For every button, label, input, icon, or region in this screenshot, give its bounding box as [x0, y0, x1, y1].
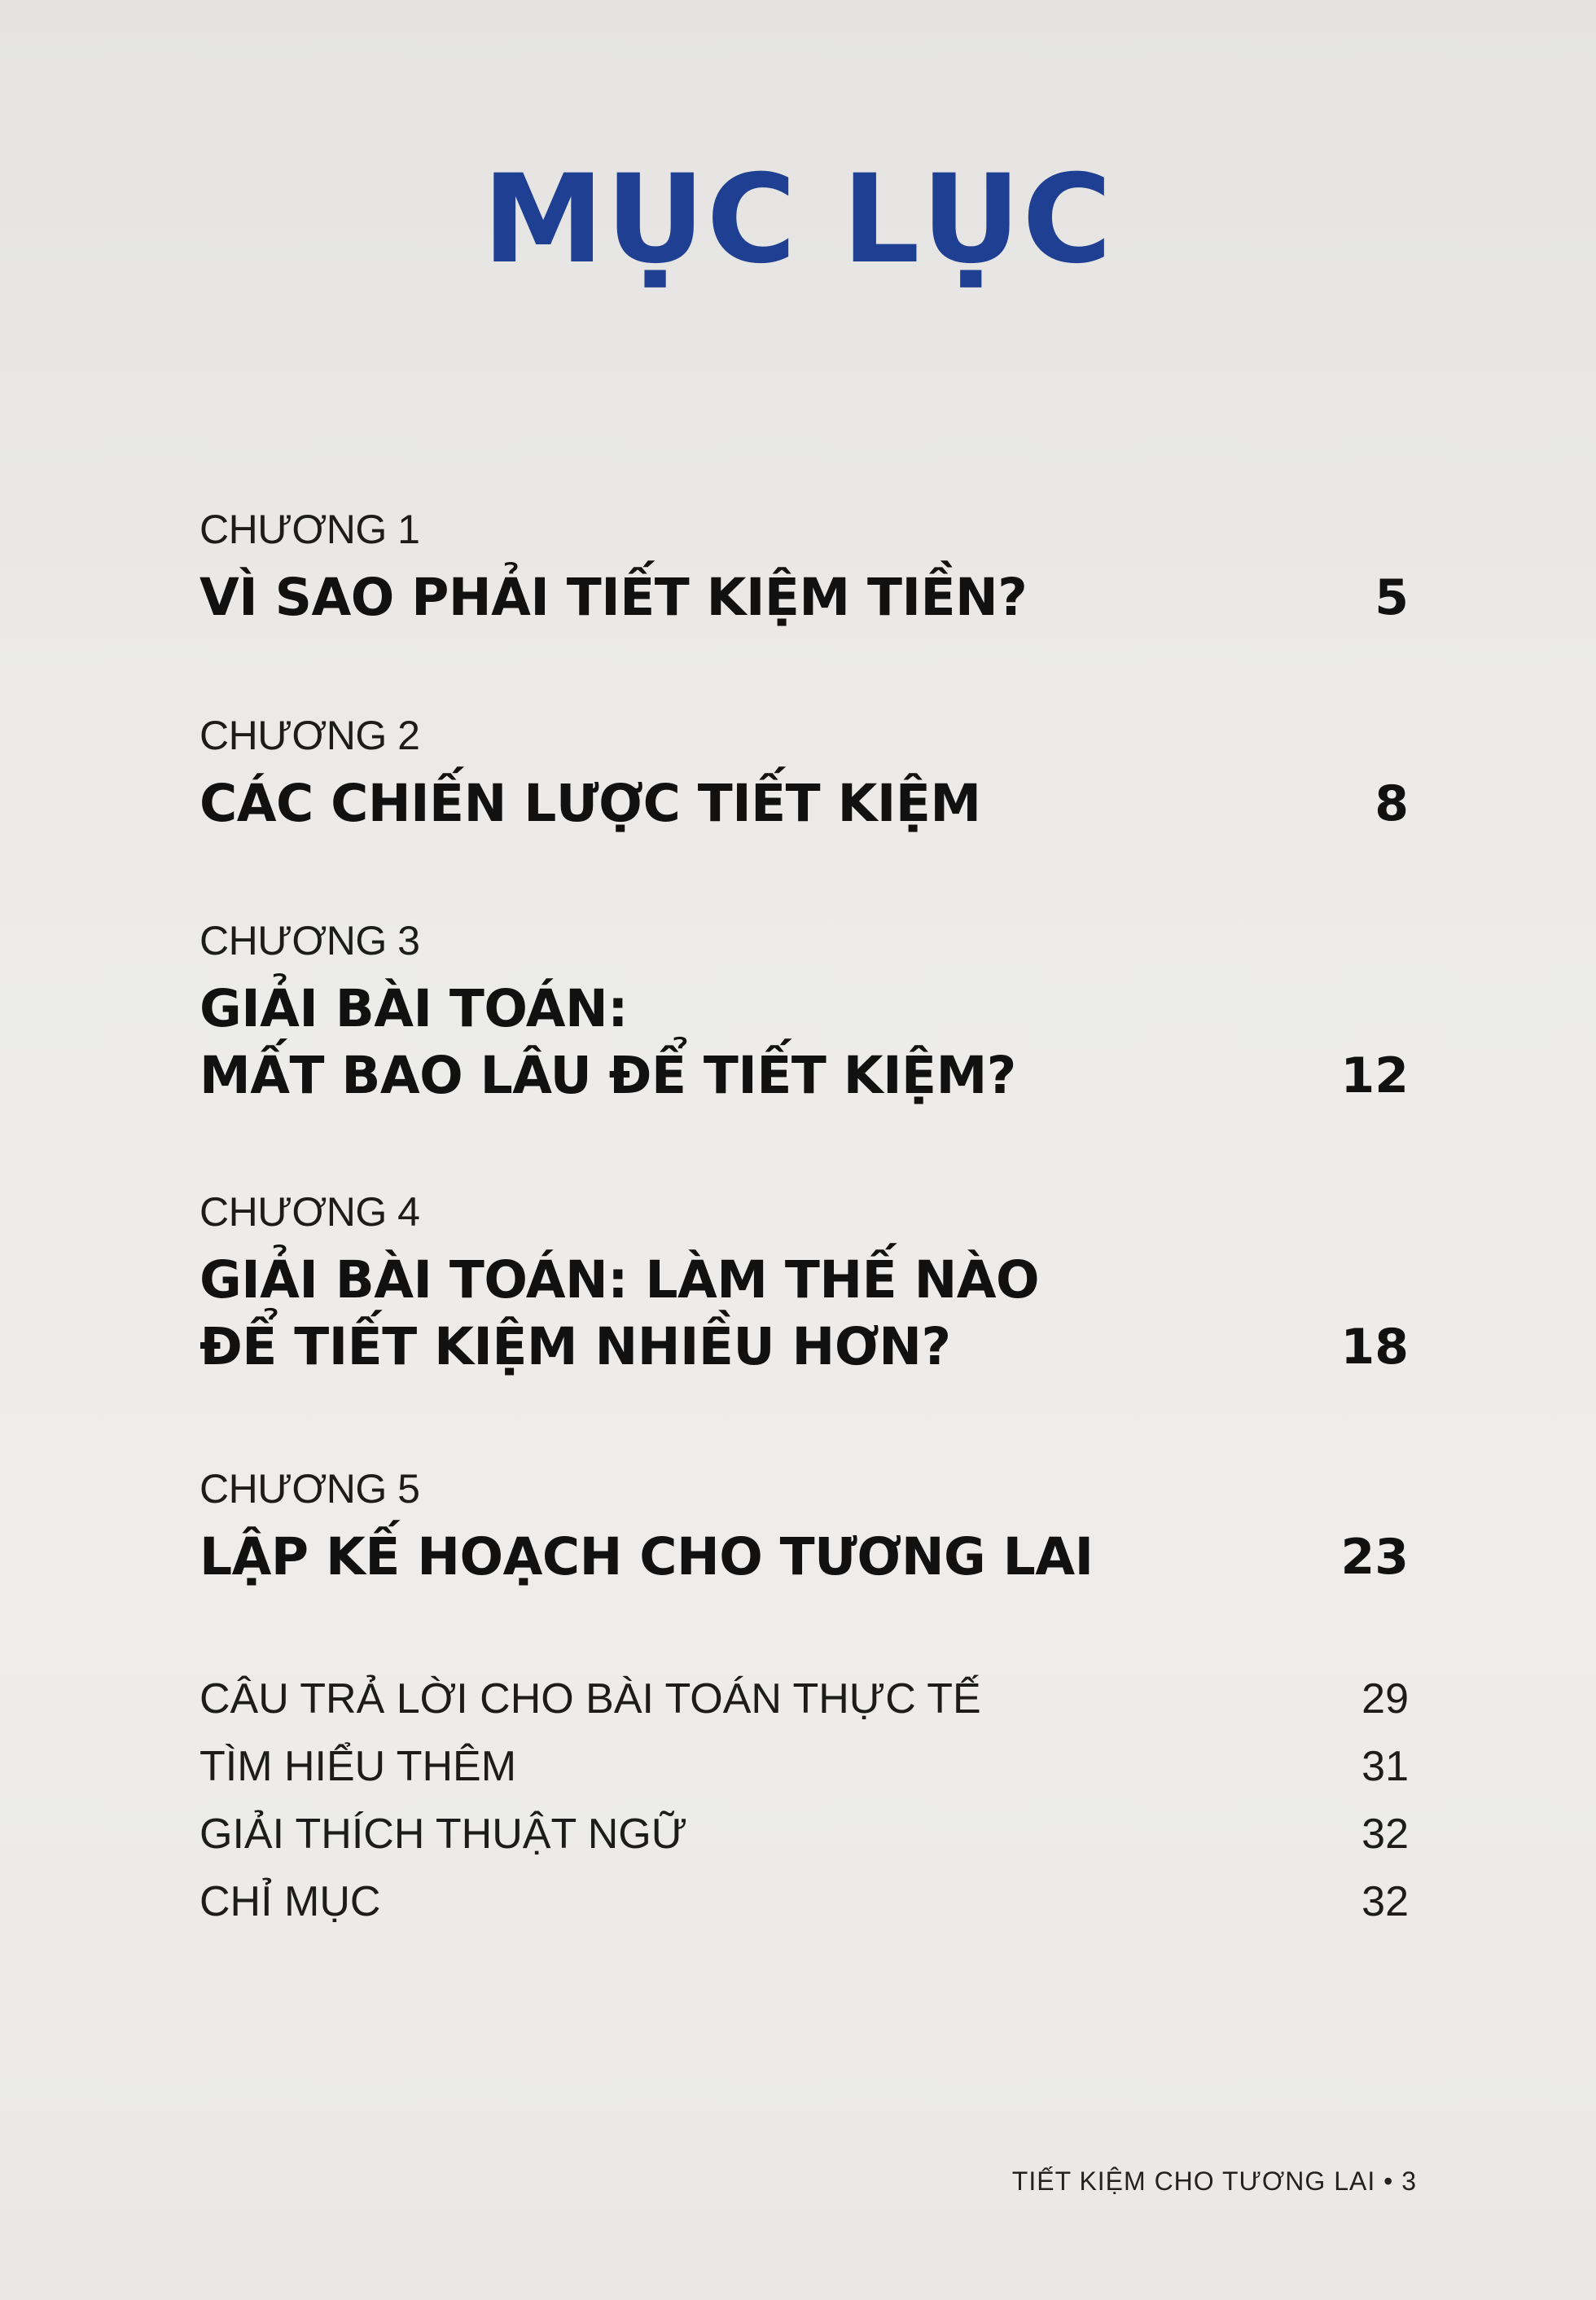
entry-page-number: 32: [1361, 1811, 1409, 1858]
chapter-label: CHƯƠNG 5: [200, 1466, 420, 1512]
chapter-row: [200, 1524, 1409, 1591]
chapter-row: [200, 564, 1409, 631]
chapter-title: CÁC CHIẾN LƯỢC TIẾT KIỆM: [200, 774, 981, 833]
chapter-page-number: 5: [1375, 569, 1409, 626]
chapter-label: CHƯƠNG 3: [200, 918, 420, 963]
chapter-page-number: 23: [1340, 1529, 1409, 1586]
toc-entry-answers: [200, 1666, 1409, 1733]
toc-chapter-3: [200, 920, 1409, 1109]
chapter-page-number: 8: [1375, 775, 1409, 832]
entry-label: CHỈ MỤC: [200, 1878, 381, 1925]
entry-page-number: 32: [1361, 1878, 1409, 1925]
chapter-label: CHƯƠNG 4: [200, 1189, 420, 1235]
entry-label: CÂU TRẢ LỜI CHO BÀI TOÁN THỰC TẾ: [200, 1675, 981, 1723]
chapter-row: [200, 976, 1409, 1109]
entry-page-number: 29: [1361, 1675, 1409, 1723]
page-title: MỤC LỤC: [482, 149, 1114, 291]
toc-entry-further-reading: [200, 1733, 1409, 1801]
entry-page-number: 31: [1361, 1743, 1409, 1790]
bleed-through-shadow: [407, 358, 457, 520]
chapter-title: GIẢI BÀI TOÁN: MẤT BAO LÂU ĐỂ TIẾT KIỆM?: [200, 979, 1016, 1105]
chapter-title: LẬP KẾ HOẠCH CHO TƯƠNG LAI: [200, 1527, 1094, 1587]
toc-chapter-1: [200, 509, 1409, 631]
toc-chapter-5: [200, 1468, 1409, 1591]
toc-back-matter: [200, 1666, 1409, 1936]
chapter-page-number: 12: [1340, 1047, 1409, 1104]
entry-label: TÌM HIỂU THÊM: [200, 1743, 517, 1790]
chapter-label: CHƯƠNG 1: [200, 507, 420, 552]
toc-chapter-2: [200, 715, 1409, 837]
chapter-row: [200, 1247, 1409, 1380]
chapter-title: GIẢI BÀI TOÁN: LÀM THẾ NÀO ĐỂ TIẾT KIỆM NHIỀU HƠN?: [200, 1250, 1040, 1376]
toc-entry-glossary: [200, 1801, 1409, 1868]
running-footer: TIẾT KIỆM CHO TƯƠNG LAI • 3: [1011, 2166, 1417, 2196]
toc-entry-index: [200, 1868, 1409, 1936]
toc-chapter-4: [200, 1189, 1409, 1380]
chapter-row: [200, 770, 1409, 837]
entry-label: GIẢI THÍCH THUẬT NGỮ: [200, 1811, 688, 1858]
chapter-label: CHƯƠNG 2: [200, 713, 420, 758]
chapter-title: VÌ SAO PHẢI TIẾT KIỆM TIỀN?: [200, 568, 1028, 627]
chapter-page-number: 18: [1340, 1319, 1409, 1376]
